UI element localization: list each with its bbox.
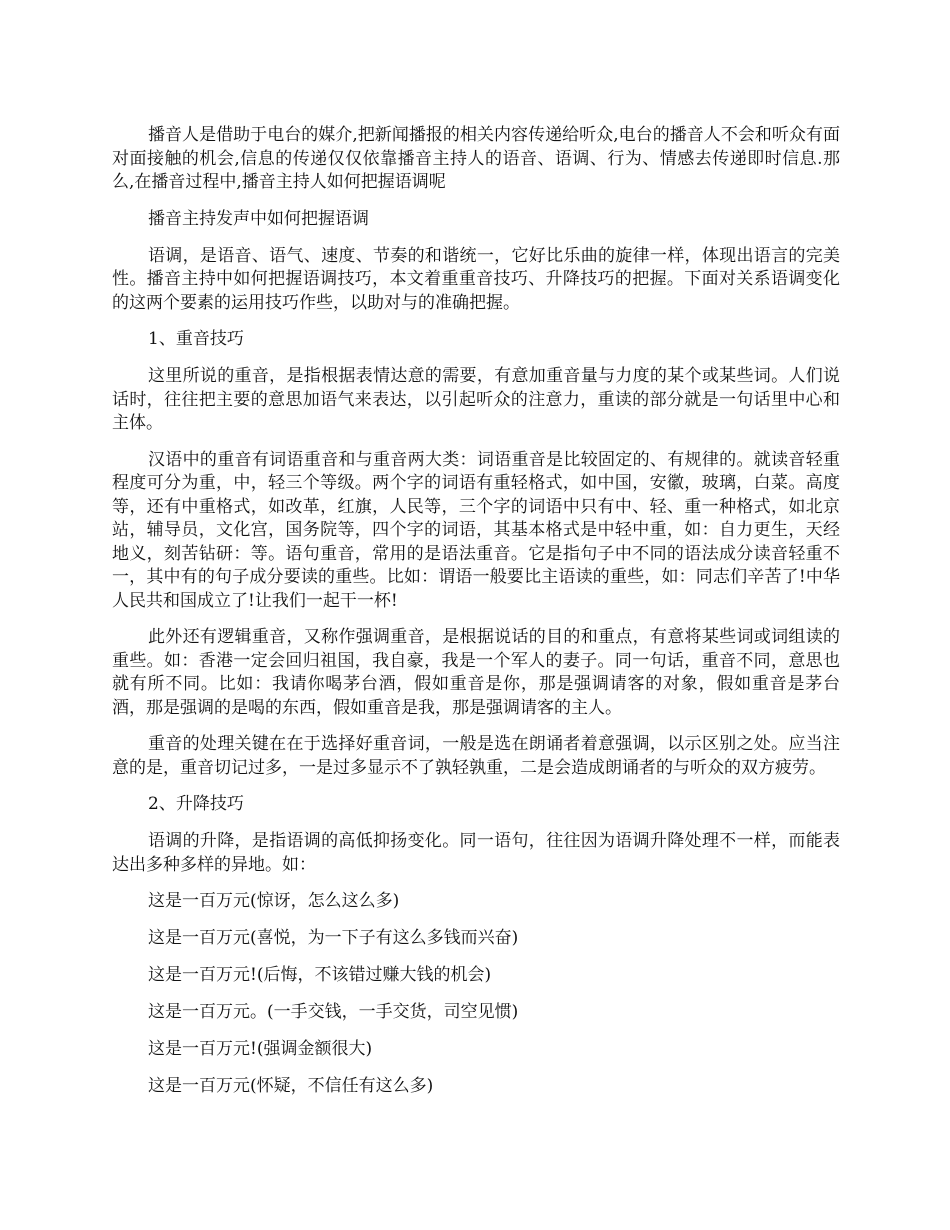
heading-stress-technique: 1、重音技巧	[148, 329, 244, 349]
section-heading: 播音主持发声中如何把握语调	[148, 208, 369, 229]
paragraph-intro: 播音人是借助于电台的媒介,把新闻播报的相关内容传递给听众,电台的播音人不会和听众有面对面接触的机会,信息的传递仅仅依靠播音主持人的语音、语调、行为、情感去传递即时信息.那么,在播音过程中,播音主持人如何把握语调呢	[112, 125, 840, 192]
heading-intonation-technique: 2、升降技巧	[148, 794, 244, 814]
example-line: 这是一百万元(怀疑，不信任有这么多)	[148, 1076, 434, 1096]
example-line: 这是一百万元。(一手交钱，一手交货，司空见惯)	[148, 1002, 519, 1022]
document-page	[112, 124, 840, 1112]
paragraph-stress-handling: 重音的处理关键在在于选择好重音词，一般是选在朗诵者着意强调，以示区别之处。应当注意的是，重音切记过多，一是过多显示不了孰轻孰重，二是会造成朗诵者的与听众的双方疲劳。	[112, 734, 840, 778]
paragraph-logical-stress: 此外还有逻辑重音，又称作强调重音，是根据说话的目的和重点，有意将某些词或词组读的重些。如：香港一定会回归祖国，我自豪，我是一个军人的妻子。同一句话，重音不同，意思也就有所不同。比如：我请你喝茅台酒，假如重音是你，那是强调请客的对象，假如重音是茅台酒，那是强调的是喝的东西，假如重音是我，那是强调请客的主人。	[112, 627, 840, 718]
example-line: 这是一百万元(惊讶，怎么这么多)	[148, 891, 400, 911]
example-line: 这是一百万元!(强调金额很大)	[148, 1039, 373, 1059]
example-line: 这是一百万元(喜悦，为一下子有这么多钱而兴奋)	[148, 928, 519, 948]
paragraph-intonation: 语调的升降，是指语调的高低抑扬变化。同一语句，往往因为语调升降处理不一样，而能表达出多种多样的异地。如：	[112, 831, 840, 875]
paragraph-stress-meaning: 这里所说的重音，是指根据表情达意的需要，有意加重音量与力度的某个或某些词。人们说话时，往往把主要的意思加语气来表达，以引起听众的注意力，重读的部分就是一句话里中心和主体。	[112, 366, 840, 433]
paragraph-definition: 语调，是语音、语气、速度、节奏的和谐统一，它好比乐曲的旋律一样，体现出语言的完美性。播音主持中如何把握语调技巧，本文着重重音技巧、升降技巧的把握。下面对关系语调变化的这两个要素的运用技巧作些，以助对与的准确把握。	[112, 245, 840, 313]
example-line: 这是一百万元!(后悔，不该错过赚大钱的机会)	[148, 965, 492, 985]
paragraph-stress-types: 汉语中的重音有词语重音和与重音两大类：词语重音是比较固定的、有规律的。就读音轻重程度可分为重，中，轻三个等级。两个字的词语有重轻格式，如中国，安徽，玻璃，白菜。高度等，还有中重格式，如改革，红旗，人民等，三个字的词语中只有中、轻、重一种格式，如北京站，辅导员，文化宫，国务院等，四个字的词语，其基本格式是中轻中重，如：自力更生，天经地义，刻苦钻研：等。语句重音，常用的是语法重音。它是指句子中不同的语法成分读音轻重不一，其中有的句子成分要读的重些。比如：谓语一般要比主语读的重些，如：同志们辛苦了!中华人民共和国成立了!让我们一起干一杯!	[112, 449, 840, 611]
